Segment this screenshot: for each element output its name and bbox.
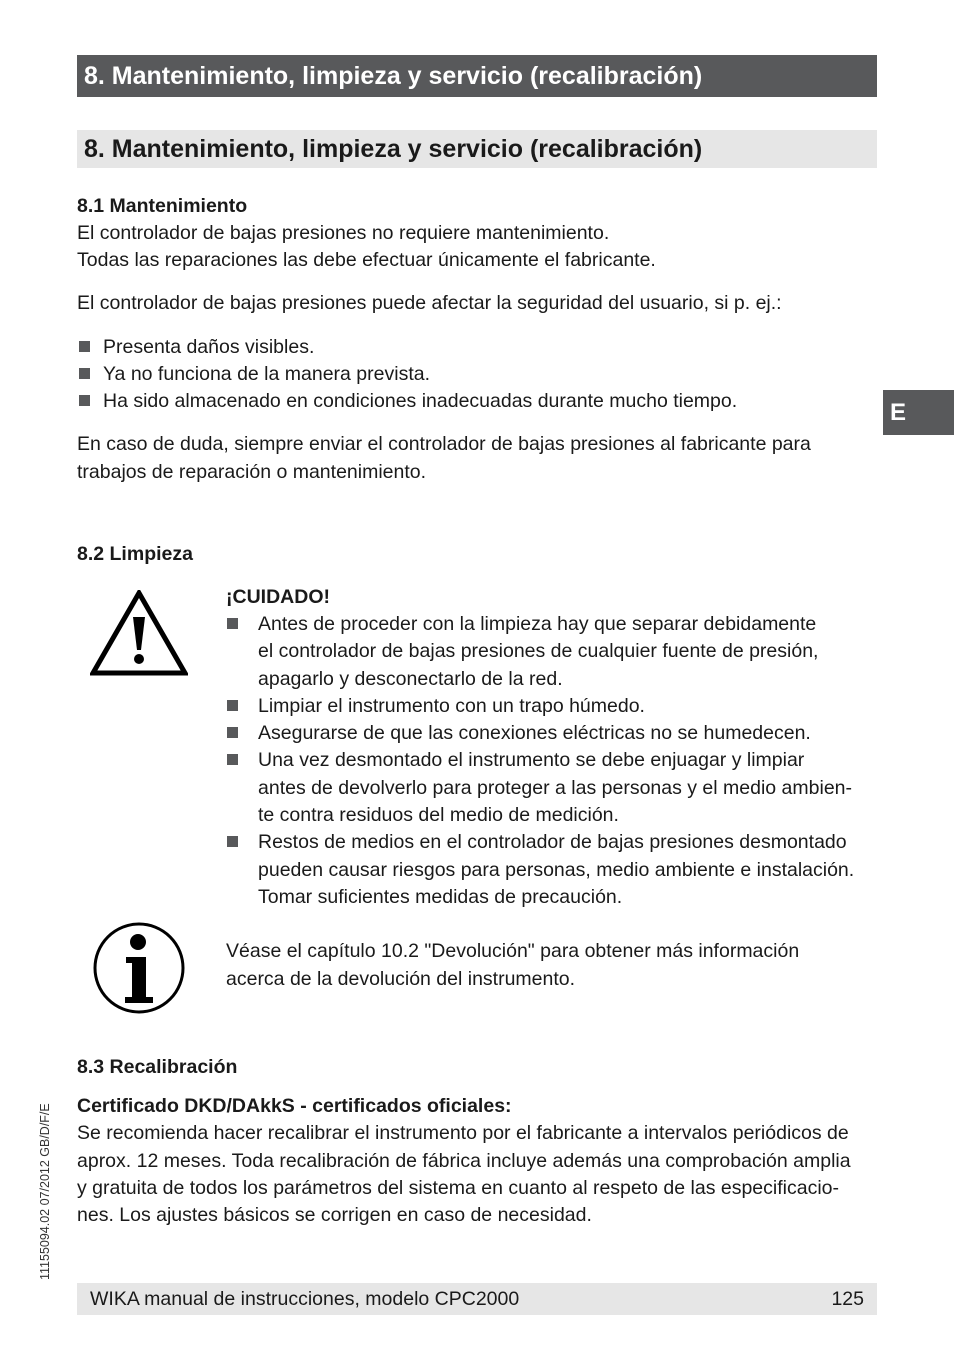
chapter-header-light: 8. Mantenimiento, limpieza y servicio (recalibración) [77, 130, 877, 168]
caution-item-line: Antes de proceder con la limpieza hay que separar debidamente [258, 613, 817, 635]
caution-title: ¡CUIDADO! [226, 586, 330, 608]
warning-triangle-icon [90, 590, 188, 676]
section-83-subtitle: Certificado DKD/DAkkS - certificados oficiales: [77, 1095, 512, 1117]
section-83-line: y gratuita de todos los parámetros del sistema en cuanto al respeto de las especificacio- [77, 1177, 839, 1199]
section-81-line2: Todas las reparaciones las debe efectuar únicamente el fabricante. [77, 249, 656, 271]
section-83-line: nes. Los ajustes básicos se corrigen en caso de necesidad. [77, 1204, 592, 1226]
square-bullet-icon [227, 727, 238, 738]
square-bullet-icon [79, 368, 90, 379]
chapter-header-dark: 8. Mantenimiento, limpieza y servicio (recalibración) [77, 55, 877, 97]
section-81-line1: El controlador de bajas presiones no requiere mantenimiento. [77, 222, 610, 244]
section-83-line: Se recomienda hacer recalibrar el instrumento por el fabricante a intervalos periódicos de [77, 1122, 849, 1144]
square-bullet-icon [227, 700, 238, 711]
square-bullet-icon [79, 395, 90, 406]
caution-item-line: Tomar suficientes medidas de precaución. [258, 886, 623, 908]
section-83-line: aprox. 12 meses. Toda recalibración de fábrica incluye además una comprobación amplia [77, 1150, 851, 1172]
info-icon [92, 921, 186, 1015]
caution-item-line: te contra residuos del medio de medición. [258, 804, 619, 826]
caution-item-line: el controlador de bajas presiones de cualquier fuente de presión, [258, 640, 819, 662]
caution-item-line: apagarlo y desconectarlo de la red. [258, 668, 563, 690]
square-bullet-icon [227, 618, 238, 629]
caution-item-line: pueden causar riesgos para personas, medio ambiente e instalación. [258, 859, 855, 881]
caution-item-line: antes de devolverlo para proteger a las personas y el medio ambien- [258, 777, 853, 799]
section-82-title: 8.2 Limpieza [77, 543, 193, 565]
caution-item-line: Asegurarse de que las conexiones eléctricas no se humedecen. [258, 722, 811, 744]
square-bullet-icon [227, 754, 238, 765]
caution-item-line: Limpiar el instrumento con un trapo húmedo. [258, 695, 645, 717]
footer-text: WIKA manual de instrucciones, modelo CPC2000 [90, 1288, 520, 1310]
info-line2: acerca de la devolución del instrumento. [226, 968, 576, 990]
document-code: 11155094.02 07/2012 GB/D/F/E [38, 1103, 52, 1280]
page-footer [77, 1283, 877, 1315]
section-81-para: El controlador de bajas presiones puede afectar la seguridad del usuario, si p. ej.: [77, 292, 782, 314]
list-item: Presenta daños visibles. [103, 336, 315, 358]
section-83-title: 8.3 Recalibración [77, 1056, 238, 1078]
caution-item-line: Restos de medios en el controlador de bajas presiones desmontado [258, 831, 847, 853]
list-item: Ya no funciona de la manera prevista. [103, 363, 431, 385]
list-item: Ha sido almacenado en condiciones inadecuadas durante mucho tiempo. [103, 390, 738, 412]
square-bullet-icon [79, 341, 90, 352]
square-bullet-icon [227, 836, 238, 847]
page-number: 125 [831, 1288, 864, 1310]
caution-item-line: Una vez desmontado el instrumento se debe enjuagar y limpiar [258, 749, 805, 771]
info-line1: Véase el capítulo 10.2 "Devolución" para obtener más información [226, 940, 800, 962]
section-81-title: 8.1 Mantenimiento [77, 195, 248, 217]
language-tab: E [883, 390, 954, 435]
section-81-doubt-line1: En caso de duda, siempre enviar el controlador de bajas presiones al fabricante para [77, 433, 811, 455]
section-81-doubt-line2: trabajos de reparación o mantenimiento. [77, 461, 427, 483]
